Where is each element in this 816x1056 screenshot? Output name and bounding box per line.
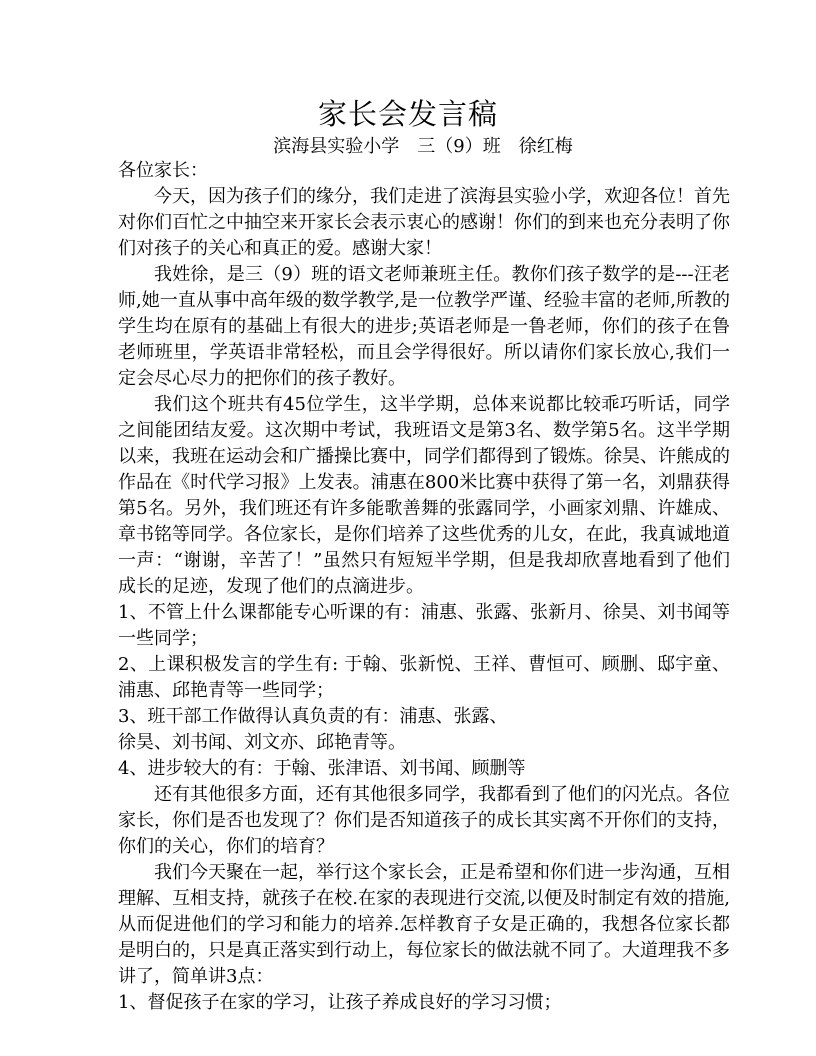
document-body [118, 158, 730, 1016]
document-title: 家长会发言稿 [317, 97, 498, 131]
salutation: 各位家长： [118, 160, 208, 181]
paragraph-highlights: 还有其他很多方面，还有其他很多同学，我都看到了他们的闪光点。各位家长，你们是否也发现了？你们是否知道孩子的成长其实离不开你们的支持，你们的关心，你们的培育？ [118, 784, 730, 857]
list-item-class-cadres-cont: 徐昊、刘书闻、刘文亦、邱艳青等。 [118, 732, 406, 753]
paragraph-teachers: 我姓徐，是三（9）班的语文老师兼班主任。教你们孩子数学的是---汪老师,她一直从事中高年级的数学教学,是一位教学严谨、经验丰富的老师,所教的学生均在原有的基础上有很大的进步;英语老师是一鲁老师，你们的孩子在鲁老师班里，学英语非常轻松，而且会学得很好。所以请你们家长放心,我们一定会尽心尽力的把你们的孩子教好。 [118, 264, 730, 389]
list-item-improved: 4、进步较大的有：于翰、张津语、刘书闻、顾删等 [118, 758, 526, 779]
document-subtitle: 滨海县实验小学 三（9）班 徐红梅 [273, 136, 573, 157]
paragraph-class-overview: 我们这个班共有45位学生，这半学期，总体来说都比较乖巧听话，同学之间能团结友爱。这次期中考试，我班语文是第3名、数学第5名。这半学期以来，我班在运动会和广播操比赛中，同学们都得到了锻炼。徐昊、许熊成的作品在《时代学习报》上发表。浦惠在800米比赛中获得了第一名，刘鼎获得第5名。另外，我们班还有许多能歌善舞的张露同学，小画家刘鼎、许雄成、章书铭等同学。各位家长，是你们培养了这些优秀的儿女，在此，我真诚地道一声：“谢谢，辛苦了！”虽然只有短短半学期，但是我却欣喜地看到了他们成长的足迹，发现了他们的点滴进步。 [118, 394, 730, 597]
list-item-class-cadres: 3、班干部工作做得认真负责的有：浦惠、张露、 [118, 706, 508, 727]
paragraph-welcome: 今天，因为孩子们的缘分，我们走进了滨海县实验小学，欢迎各位！首先对你们百忙之中抽空来开家长会表示衷心的感谢！你们的到来也充分表明了你们对孩子的关心和真正的爱。感谢大家！ [118, 186, 730, 259]
list-item-attentive: 1、不管上什么课都能专心听课的有：浦惠、张露、张新月、徐昊、刘书闻等一些同学； [118, 602, 730, 649]
list-item-active-speakers: 2、上课积极发言的学生有: 于翰、张新悦、王祥、曹恒可、顾删、邸宇童、浦惠、邱艳青等一些同学； [118, 654, 730, 701]
paragraph-purpose: 我们今天聚在一起，举行这个家长会，正是希望和你们进一步沟通，互相理解、互相支持，就孩子在校.在家的表现进行交流,以便及时制定有效的措施,从而促进他们的学习和能力的培养.怎样教育子女是正确的，我想各位家长都是明白的，只是真正落实到行动上，每位家长的做法就不同了。大道理我不多讲了，简单讲3点： [118, 862, 730, 987]
list-item-point-1: 1、督促孩子在家的学习，让孩子养成良好的学习习惯； [118, 992, 562, 1013]
